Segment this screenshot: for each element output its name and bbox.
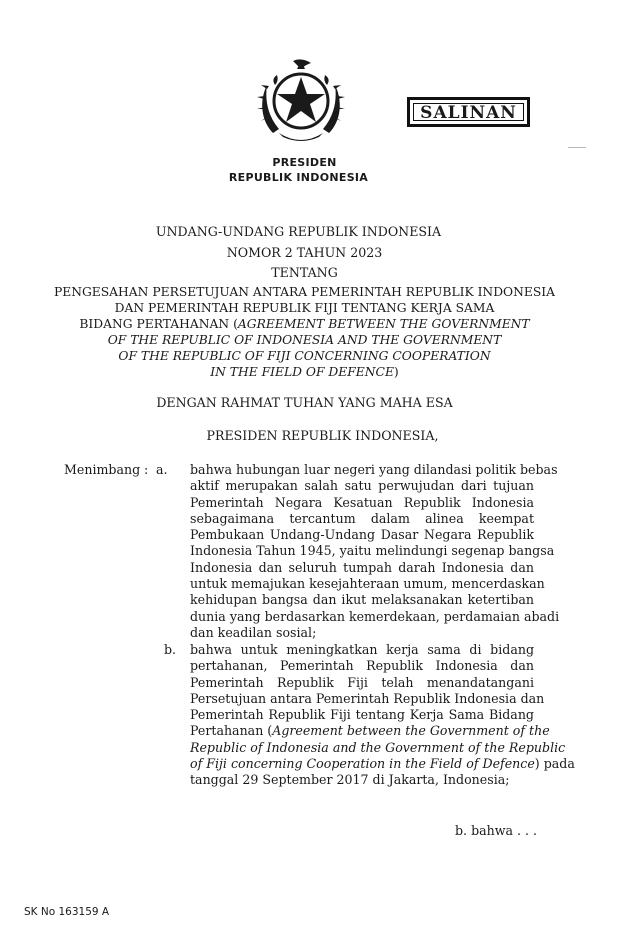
- garuda-emblem-icon: [253, 55, 349, 147]
- item-a-text: [190, 462, 560, 641]
- continuation-marker: b. bahwa . . .: [455, 823, 538, 838]
- considering-colon: :: [144, 462, 149, 477]
- law-tentang: TENTANG: [271, 265, 338, 280]
- item-b-line-mixed2: [190, 756, 575, 772]
- subject-line-3-prefix: BIDANG PERTAHANAN (: [79, 317, 238, 331]
- item-a-line: dunia yang berdasarkan kemerdekaan, perdamaian abadi: [190, 608, 560, 624]
- item-b-mixed2-italic: of Fiji concerning Cooperation in the Field of Defence: [190, 756, 535, 772]
- item-a-line: dan keadilan sosial;: [190, 624, 317, 640]
- item-b-line: pertahanan, Pemerintah Republik Indonesia dan: [190, 658, 534, 674]
- item-a-line: bahwa hubungan luar negeri yang dilandasi politik bebas: [190, 462, 558, 477]
- serial-number: SK No 163159 A: [24, 906, 110, 918]
- item-a-line: kehidupan bangsa dan ikut melaksanakan ketertiban: [190, 592, 534, 608]
- preamble-president: PRESIDEN REPUBLIK INDONESIA,: [206, 428, 439, 443]
- item-a-line: Indonesia dan seluruh tumpah darah Indonesia dan: [190, 559, 534, 575]
- item-b-marker: b.: [164, 642, 177, 657]
- item-b-line: Pemerintah Republik Fiji telah menandatangani: [190, 674, 534, 690]
- subject-line-6-italic: IN THE FIELD OF DEFENCE: [210, 365, 394, 379]
- margin-rule: [568, 147, 586, 148]
- law-title: UNDANG-UNDANG REPUBLIK INDONESIA: [155, 224, 442, 239]
- salinan-stamp-label: SALINAN: [413, 103, 524, 121]
- office-title-line1: PRESIDEN: [272, 156, 337, 169]
- item-b-line: Pemerintah Republik Fiji tentang Kerja Sama Bidang: [190, 707, 534, 723]
- item-b-line-mixed: [190, 723, 550, 739]
- subject-line-4: OF THE REPUBLIC OF INDONESIA AND THE GOVERNMENT: [107, 333, 502, 347]
- item-b-line-italic: Republic of Indonesia and the Government of the Republic: [190, 739, 566, 755]
- item-a-line: untuk memajukan kesejahteraan umum, mencerdaskan: [190, 576, 545, 592]
- item-b-mixed-prefix: Pertahanan (: [190, 723, 273, 739]
- item-a-line: Pemerintah Negara Kesatuan Republik Indonesia: [190, 494, 534, 510]
- item-a-line: Indonesia Tahun 1945, yaitu melindungi segenap bangsa: [190, 543, 555, 559]
- item-b-mixed-italic: Agreement between the Government of the: [272, 723, 550, 739]
- item-b-mixed2-suffix: ) pada: [534, 756, 575, 772]
- law-number: NOMOR 2 TAHUN 2023: [226, 245, 383, 260]
- office-title-line2: REPUBLIK INDONESIA: [228, 171, 369, 184]
- item-b-line: Persetujuan antara Pemerintah Republik Indonesia dan: [190, 690, 545, 706]
- subject-line-5: OF THE REPUBLIC OF FIJI CONCERNING COOPERATION: [118, 349, 491, 363]
- subject-line-1: PENGESAHAN PERSETUJUAN ANTARA PEMERINTAH REPUBLIK INDONESIA: [53, 285, 556, 299]
- item-a-line: aktif merupakan salah satu perwujudan dari tujuan: [190, 478, 534, 494]
- considering-label: Menimbang: [64, 462, 141, 477]
- subject-line-2: DAN PEMERINTAH REPUBLIK FIJI TENTANG KERJA SAMA: [114, 301, 495, 315]
- subject-line-6: [0, 365, 609, 379]
- subject-line-3-italic: AGREEMENT BETWEEN THE GOVERNMENT: [237, 317, 530, 331]
- item-b-line: tanggal 29 September 2017 di Jakarta, Indonesia;: [190, 772, 510, 788]
- subject-line-6-close: ): [393, 365, 399, 379]
- subject-line-3: [0, 317, 609, 331]
- salinan-stamp: [407, 97, 530, 127]
- item-a-marker: a.: [156, 462, 168, 477]
- item-a-line: Pembukaan Undang-Undang Dasar Negara Republik: [190, 527, 534, 543]
- item-b-line: bahwa untuk meningkatkan kerja sama di bidang: [190, 642, 534, 657]
- preamble-grace: DENGAN RAHMAT TUHAN YANG MAHA ESA: [156, 395, 453, 410]
- item-b-text: [190, 642, 575, 789]
- item-a-line: sebagaimana tercantum dalam alinea keempat: [190, 510, 534, 526]
